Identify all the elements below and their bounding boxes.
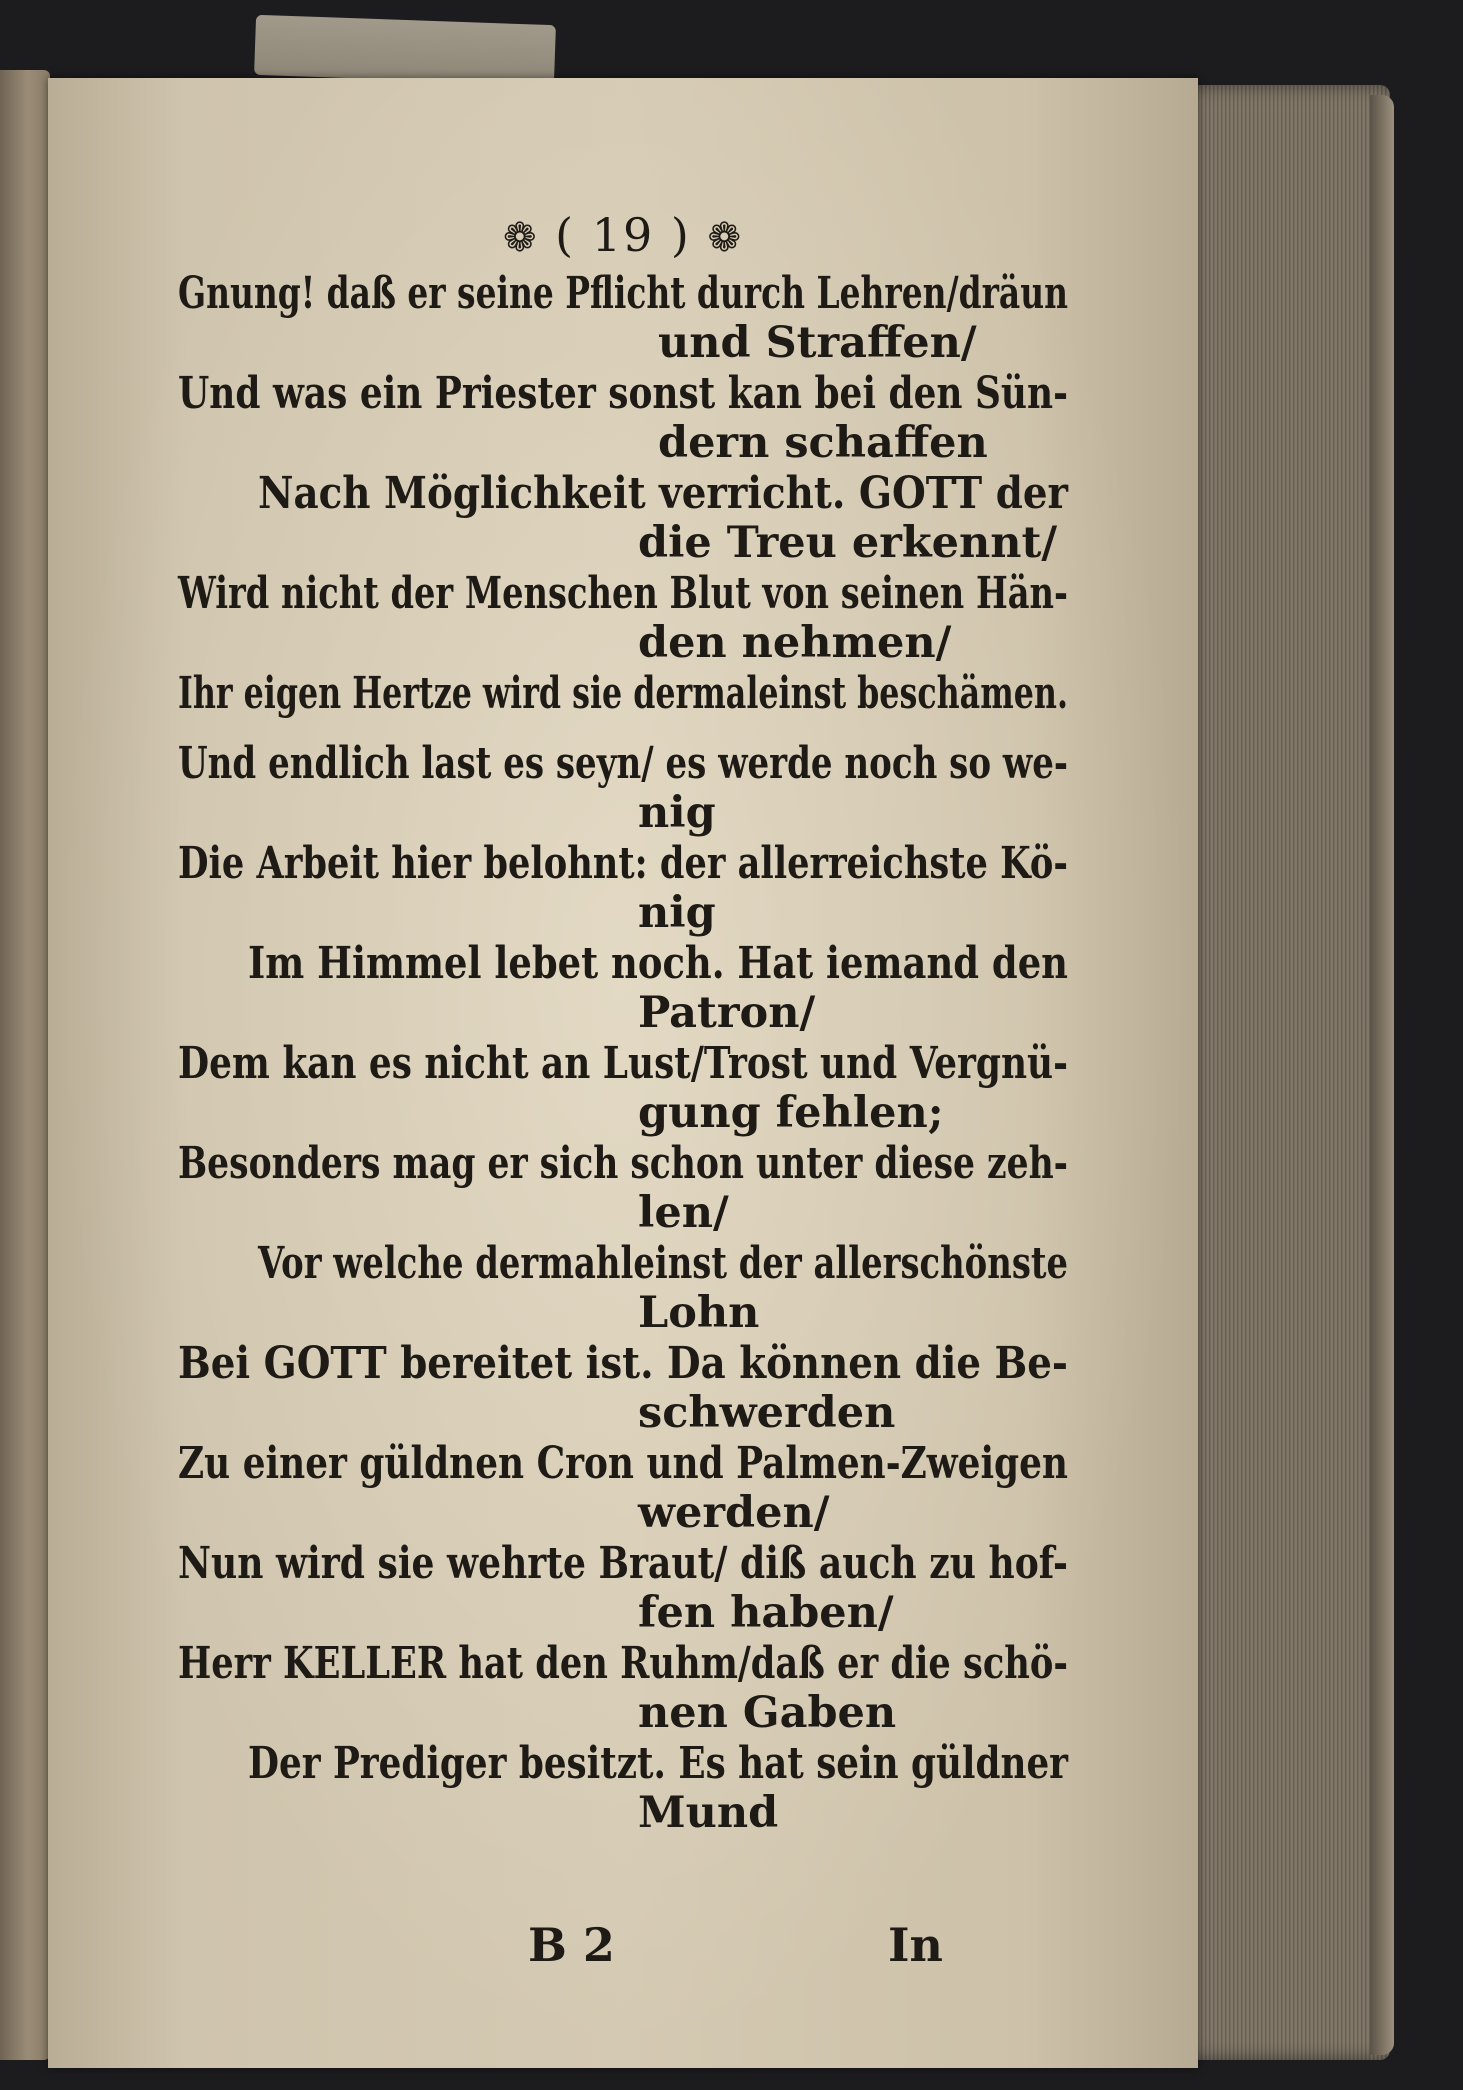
verse-line: Herr KELLER hat den Ruhm/daß er die schö- <box>178 1638 1068 1689</box>
verse-line-continuation: Mund <box>638 1788 779 1838</box>
verse-line-continuation: und Straffen/ <box>658 318 977 368</box>
verse-line-continuation: Lohn <box>638 1288 760 1338</box>
verse-line: Vor welche dermahleinst der allerschönste <box>258 1238 1068 1289</box>
verse-line: Die Arbeit hier belohnt: der allerreichste Kö- <box>178 838 1068 889</box>
verse-line-continuation: schwerden <box>638 1388 896 1438</box>
verse-line: Besonders mag er sich schon unter diese zeh- <box>178 1138 1068 1189</box>
catchword: In <box>888 1918 943 1972</box>
verse-line: Bei GOTT bereitet ist. Da können die Be- <box>178 1338 1068 1389</box>
verse-line: Der Prediger besitzt. Es hat sein güldner <box>248 1738 1068 1789</box>
verse-line: Im Himmel lebet noch. Hat iemand den <box>248 938 1068 989</box>
verse-line-continuation: nen Gaben <box>638 1688 897 1738</box>
verse-line-continuation: Patron/ <box>638 988 816 1038</box>
page-text <box>48 78 1198 2068</box>
verse-line-continuation: den nehmen/ <box>638 618 952 668</box>
verse-line-continuation: die Treu erkennt/ <box>638 518 1058 568</box>
verse-line: Ihr eigen Hertze wird sie dermaleinst beschämen. <box>178 668 1068 719</box>
verse-line-continuation: dern schaffen <box>658 418 988 468</box>
signature-mark: B 2 <box>528 1918 615 1972</box>
verse-line: Gnung! daß er seine Pflicht durch Lehren/dräun <box>178 268 1068 319</box>
verse-line-continuation: nig <box>638 888 716 938</box>
verse-line: Und endlich last es seyn/ es werde noch so we- <box>178 738 1068 789</box>
verse-line-continuation: werden/ <box>638 1488 830 1538</box>
verse-line: Wird nicht der Menschen Blut von seinen Hän- <box>178 568 1068 619</box>
cover-edge <box>1370 95 1394 2055</box>
verse-line-continuation: len/ <box>638 1188 729 1238</box>
verse-line-continuation: nig <box>638 788 716 838</box>
left-page-edge <box>0 70 50 2060</box>
page-number: ( 19 ) <box>555 208 691 262</box>
verse-line: Nun wird sie wehrte Braut/ diß auch zu hof- <box>178 1538 1068 1589</box>
cloth-tab <box>254 15 556 85</box>
ornament-right-icon: ❁ <box>707 215 743 261</box>
verse-line-continuation: gung fehlen; <box>638 1088 944 1138</box>
verse-line: Nach Möglichkeit verricht. GOTT der <box>258 468 1068 519</box>
verse-line-continuation: fen haben/ <box>638 1588 894 1638</box>
verse-line: Dem kan es nicht an Lust/Trost und Vergnü- <box>178 1038 1068 1089</box>
verse-line: Zu einer güldnen Cron und Palmen-Zweigen <box>178 1438 1068 1489</box>
book-page <box>48 78 1198 2068</box>
ornament-left-icon: ❁ <box>503 215 539 261</box>
verse-line: Und was ein Priester sonst kan bei den Sün- <box>178 368 1068 419</box>
page-header <box>458 208 788 262</box>
